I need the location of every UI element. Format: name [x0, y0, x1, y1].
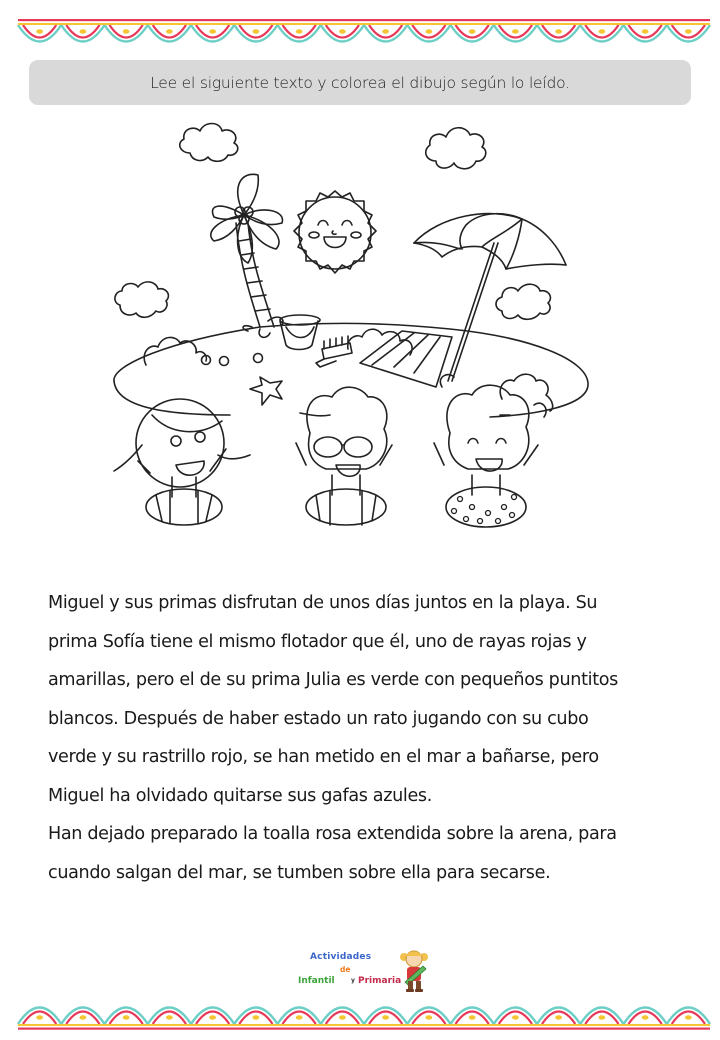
story-line: Miguel y sus primas disfrutan de unos días juntos en la playa. Su — [48, 593, 598, 613]
bucket-icon — [280, 315, 320, 350]
story-line: Han dejado preparado la toalla rosa extendida sobre la arena, para — [48, 824, 617, 844]
logo-text — [296, 948, 402, 994]
logo-line-3c: Primaria — [358, 976, 402, 986]
story-line: Miguel ha olvidado quitarse sus gafas azules. — [48, 785, 432, 806]
girl-with-curly-hair-icon — [434, 375, 546, 527]
story-line: prima Sofía tiene el mismo flotador que él, uno de rayas rojas y — [48, 631, 587, 652]
instruction-banner — [29, 60, 691, 105]
logo-line-1: Actividades — [310, 952, 372, 962]
beach-towel-icon — [360, 331, 452, 387]
cloud-icon — [496, 284, 550, 319]
logo-line-3b: y — [351, 977, 355, 984]
girl-with-braids-icon — [114, 399, 250, 525]
instruction-text: Lee el siguiente texto y colorea el dibujo según lo leído. — [150, 73, 570, 92]
starfish-icon — [250, 377, 282, 405]
story-line: cuando salgan del mar, se tumben sobre ella para secarse. — [48, 862, 551, 883]
boy-with-goggles-icon — [296, 387, 392, 525]
bottom-decorative-border — [0, 992, 720, 1032]
story-line: amarillas, pero el de su prima Julia es verde con pequeños puntitos — [48, 670, 618, 690]
story-text — [48, 584, 678, 892]
top-decorative-border — [0, 12, 720, 52]
sun-icon — [294, 191, 376, 273]
beach-umbrella-icon — [414, 214, 566, 381]
palm-tree-icon — [211, 174, 283, 337]
sand-island — [114, 323, 588, 417]
cloud-icon — [426, 128, 486, 169]
rake-icon — [316, 336, 352, 367]
site-logo — [296, 948, 436, 994]
story-line: blancos. Después de haber estado un rato jugando con su cubo — [48, 708, 589, 729]
logo-line-3a: Infantil — [298, 976, 335, 986]
cloud-icon — [115, 282, 169, 317]
logo-line-2: de — [340, 965, 351, 974]
story-line: verde y su rastrillo rojo, se han metido en el mar a bañarse, pero — [48, 747, 599, 767]
cloud-icon — [180, 124, 238, 162]
beach-coloring-illustration — [110, 115, 610, 535]
girl-with-pencil-icon — [397, 948, 431, 994]
